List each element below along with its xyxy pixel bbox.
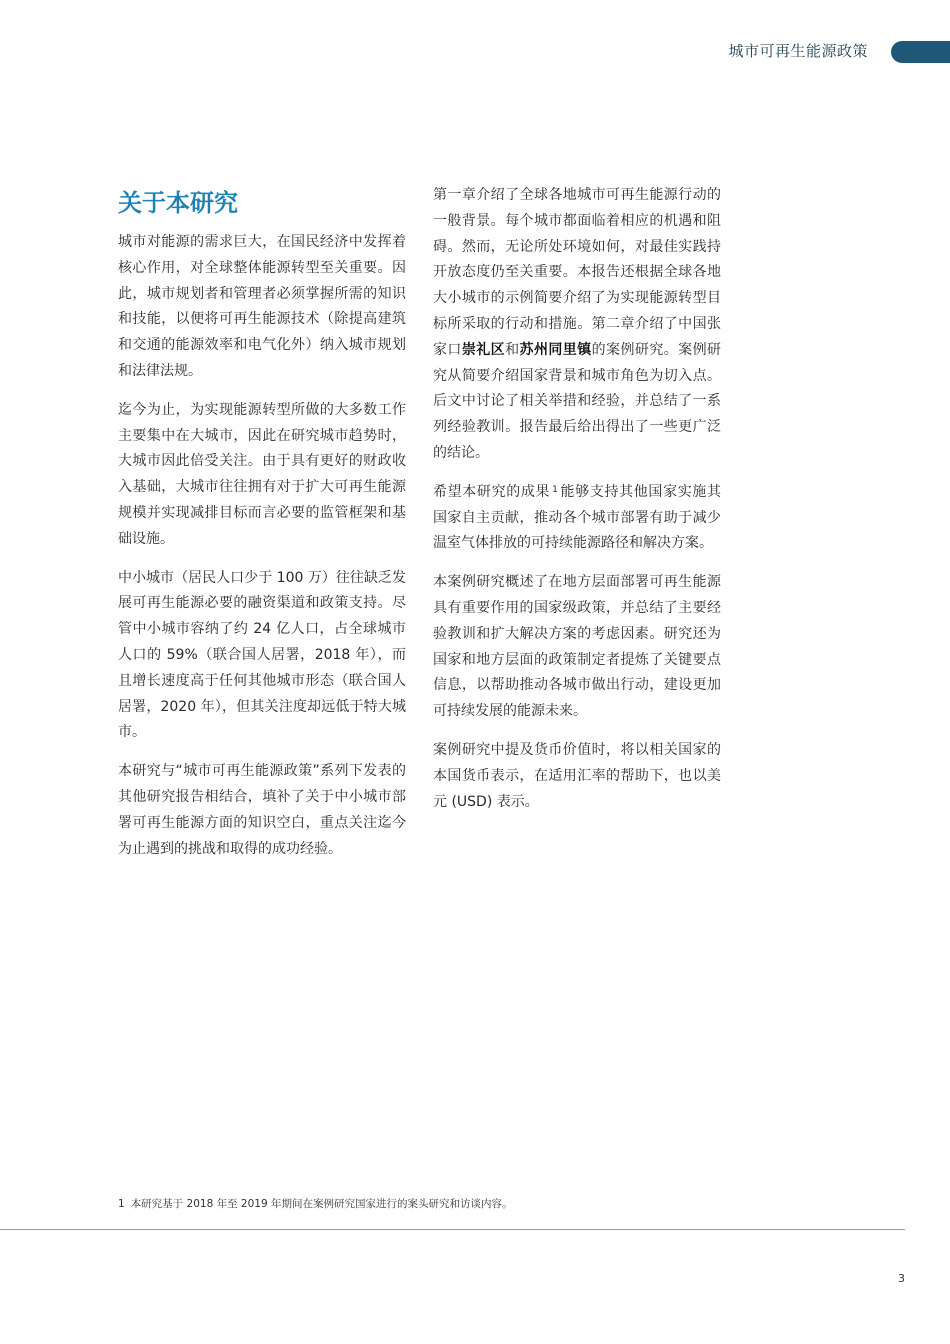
footer-divider <box>0 1229 905 1230</box>
text-run: 第一章介绍了全球各地城市可再生能源行动的一般背景。每个城市都面临着相应的机遇和阻碍。然而，无论所处环境如何，对最佳实践持开放态度仍至关重要。本报告还根据全球各地大小城市的示例简要介绍了为实现能源转型目标所采取的行动和措施。第二章介绍了中国张家口 <box>433 187 721 358</box>
footnote-reference[interactable]: 1 <box>552 484 558 495</box>
paragraph: 城市对能源的需求巨大，在国民经济中发挥着核心作用，对全球整体能源转型至关重要。因此，城市规划者和管理者必须掌握所需的知识和技能，以便将可再生能源技术（除提高建筑和交通的能源效率和电气化外）纳入城市规划和法律法规。 <box>118 234 406 379</box>
paragraph <box>433 480 721 557</box>
footnote <box>118 1196 512 1211</box>
page-number: 3 <box>898 1272 905 1285</box>
paragraph: 中小城市（居民人口少于 100 万）往往缺乏发展可再生能源必要的融资渠道和政策支持。尽管中小城市容纳了约 24 亿人口，占全球城市人口的 59%（联合国人居署，2018 年），而且增长速度高于任何其他城市形态（联合国人居署，2020 年），但其关注度却远低于特大城市。 <box>118 569 406 741</box>
text-run: 的案例研究。案例研究从简要介绍国家背景和城市角色为切入点。后文中讨论了相关举措和经验，并总结了一系列经验教训。报告最后给出得出了一些更广泛的结论。 <box>433 341 722 461</box>
place-name-tongli: 苏州同里镇 <box>519 341 592 358</box>
paragraph <box>433 183 721 467</box>
text-run: 和 <box>505 341 520 358</box>
footnote-text: 本研究基于 2018 年至 2019 年期间在案例研究国家进行的案头研究和访谈内容。 <box>130 1198 513 1210</box>
left-column <box>118 230 406 875</box>
header-tab-decoration <box>891 41 950 63</box>
paragraph: 本案例研究概述了在地方层面部署可再生能源具有重要作用的国家级政策，并总结了主要经验教训和扩大解决方案的考虑因素。研究还为国家和地方层面的政策制定者提炼了关键要点信息，以帮助推动各城市做出行动，建设更加可持续发展的能源未来。 <box>433 574 721 720</box>
footnote-number: 1 <box>118 1198 125 1210</box>
section-heading: 关于本研究 <box>118 189 238 217</box>
running-header-title: 城市可再生能源政策 <box>728 42 868 60</box>
text-run: 希望本研究的成果 <box>433 483 551 500</box>
right-column <box>433 183 721 828</box>
paragraph: 案例研究中提及货币价值时，将以相关国家的本国货币表示，在适用汇率的帮助下，也以美元 (USD) 表示。 <box>433 741 721 810</box>
paragraph: 本研究与“城市可再生能源政策”系列下发表的其他研究报告相结合，填补了关于中小城市部署可再生能源方面的知识空白，重点关注迄今为止遇到的挑战和取得的成功经验。 <box>118 763 406 857</box>
place-name-chongli: 崇礼区 <box>461 341 506 358</box>
text-run: 能够支持其他国家实施其国家自主贡献，推动各个城市部署有助于减少温室气体排放的可持续能源路径和解决方案。 <box>433 483 722 552</box>
paragraph: 迄今为止，为实现能源转型所做的大多数工作主要集中在大城市，因此在研究城市趋势时，大城市因此倍受关注。由于具有更好的财政收入基础，大城市往往拥有对于扩大可再生能源规模并实现减排目标而言必要的监管框架和基础设施。 <box>118 401 406 547</box>
